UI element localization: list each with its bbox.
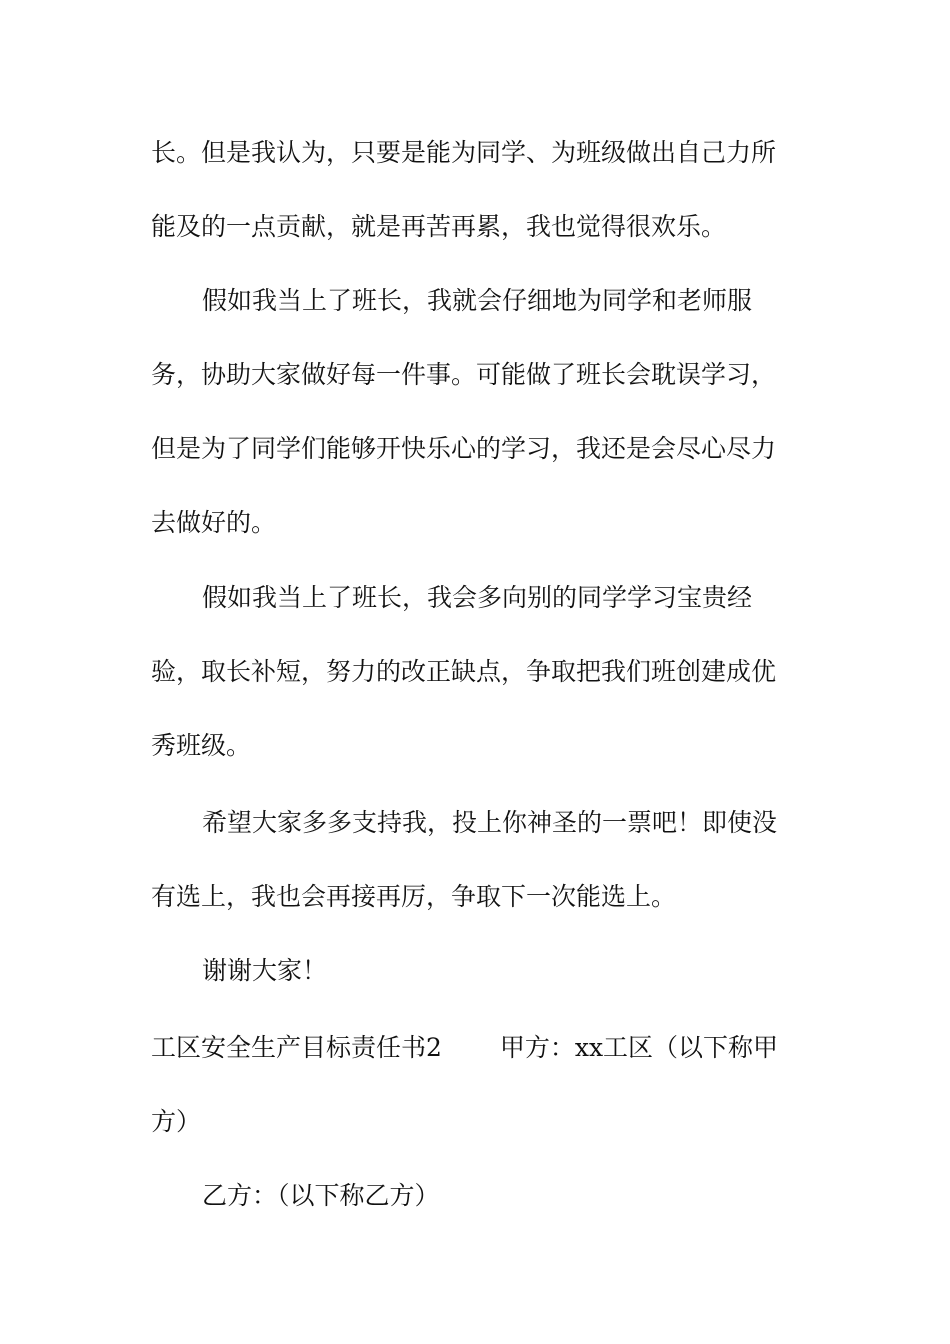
paragraph-start-line: 假如我当上了班长，我就会仔细地为同学和老师服 [202, 286, 753, 315]
contract-title-line: 工区安全生产目标责任书2 甲方：xx工区（以下称甲 [151, 1033, 779, 1062]
paragraph-start-line: 希望大家多多支持我，投上你神圣的一票吧！即使没 [202, 808, 778, 837]
text-line: 验，取长补短，努力的改正缺点，争取把我们班创建成优 [151, 657, 777, 686]
text-line: 去做好的。 [151, 508, 277, 537]
text-line: 秀班级。 [151, 731, 252, 760]
text-line: 但是为了同学们能够开快乐心的学习，我还是会尽心尽力 [151, 434, 777, 463]
text-line: 长。但是我认为，只要是能为同学、为班级做出自己力所 [151, 138, 777, 167]
text-line: 有选上，我也会再接再厉，争取下一次能选上。 [151, 882, 677, 911]
closing-line: 谢谢大家！ [202, 956, 328, 985]
text-line: 能及的一点贡献，就是再苦再累，我也觉得很欢乐。 [151, 212, 727, 241]
text-line: 务，协助大家做好每一件事。可能做了班长会耽误学习， [151, 360, 777, 389]
party-b-line: 乙方：（以下称乙方） [202, 1181, 440, 1210]
paragraph-start-line: 假如我当上了班长，我会多向别的同学学习宝贵经 [202, 583, 753, 612]
text-line: 方） [151, 1107, 202, 1136]
